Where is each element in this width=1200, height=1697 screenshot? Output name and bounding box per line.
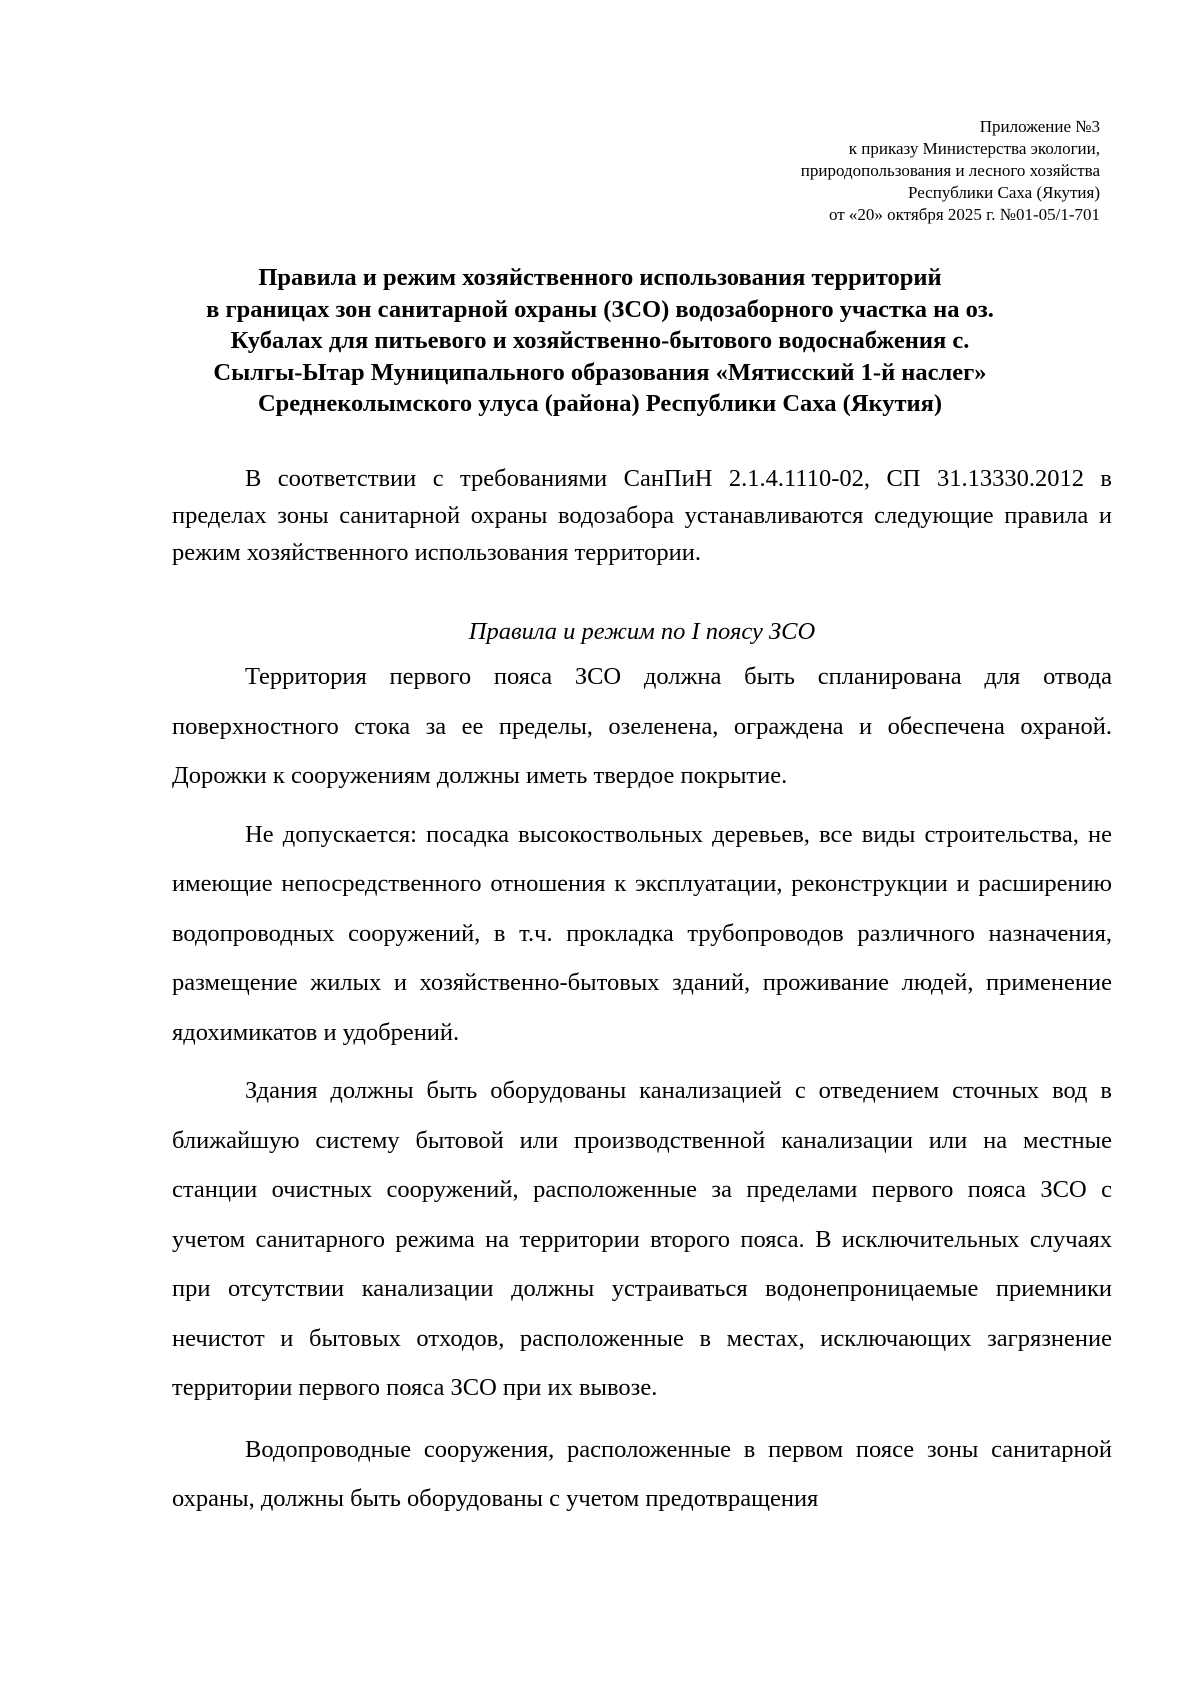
appendix-order-date: от «20» октября 2025 г. №01-05/1-701: [828, 205, 1100, 224]
appendix-republic: Республики Саха (Якутия): [907, 183, 1100, 202]
body-paragraph-4: Водопроводные сооружения, расположенные в первом поясе зоны санитарной охраны, должны быть оборудованы с учетом предотвращения: [172, 1435, 1112, 1512]
body-text: [172, 652, 1112, 1533]
appendix-header: [580, 116, 1100, 226]
intro-paragraph: В соответствии с требованиями СанПиН 2.1.4.1110-02, СП 31.13330.2012 в пределах зоны санитарной охраны водозабора устанавливаются следующие правила и режим хозяйственного использования территории.: [172, 465, 1112, 566]
title-line-4: Сылгы-Ытар Муниципального образования «Мятисский 1-й наслег»: [213, 358, 987, 386]
title-line-3: Кубалах для питьевого и хозяйственно-бытового водоснабжения с.: [230, 327, 970, 354]
title-line-5: Среднеколымского улуса (района) Республики Саха (Якутия): [257, 390, 943, 417]
document-title: [150, 262, 1050, 420]
body-paragraph-2: Не допускается: посадка высокоствольных деревьев, все виды строительства, не имеющие непосредственного отношения к эксплуатации, реконструкции и расширению водопроводных сооружений, в т.ч. прокладка трубопроводов различного назначения, размещение жилых и хозяйственно-бытовых зданий, проживание людей, применение ядохимикатов и удобрений.: [172, 820, 1112, 1046]
intro-section: [172, 460, 1112, 571]
section-heading: Правила и режим по I поясу ЗСО: [468, 618, 816, 645]
title-line-1: Правила и режим хозяйственного использования территорий: [258, 264, 942, 291]
appendix-number: Приложение №3: [979, 117, 1100, 136]
body-paragraph-1: Территория первого пояса ЗСО должна быть спланирована для отвода поверхностного стока за ее пределы, озеленена, ограждена и обеспечена охраной. Дорожки к сооружениям должны иметь твердое покрытие.: [172, 663, 1112, 789]
appendix-ministry: природопользования и лесного хозяйства: [800, 161, 1100, 180]
body-paragraph-3: Здания должны быть оборудованы канализацией с отведением сточных вод в ближайшую систему бытовой или производственной канализации или на местные станции очистных сооружений, расположенные за пределами первого пояса ЗСО с учетом санитарного режима на территории второго пояса. В исключительных случаях при отсутствии канализации должны устраиваться водонепроницаемые приемники нечистот и бытовых отходов, расположенные в местах, исключающих загрязнение территории первого пояса ЗСО при их вывозе.: [172, 1077, 1112, 1401]
appendix-order-ref: к приказу Министерства экологии,: [848, 139, 1100, 158]
title-line-2: в границах зон санитарной охраны (ЗСО) водозаборного участка на оз.: [206, 295, 994, 323]
